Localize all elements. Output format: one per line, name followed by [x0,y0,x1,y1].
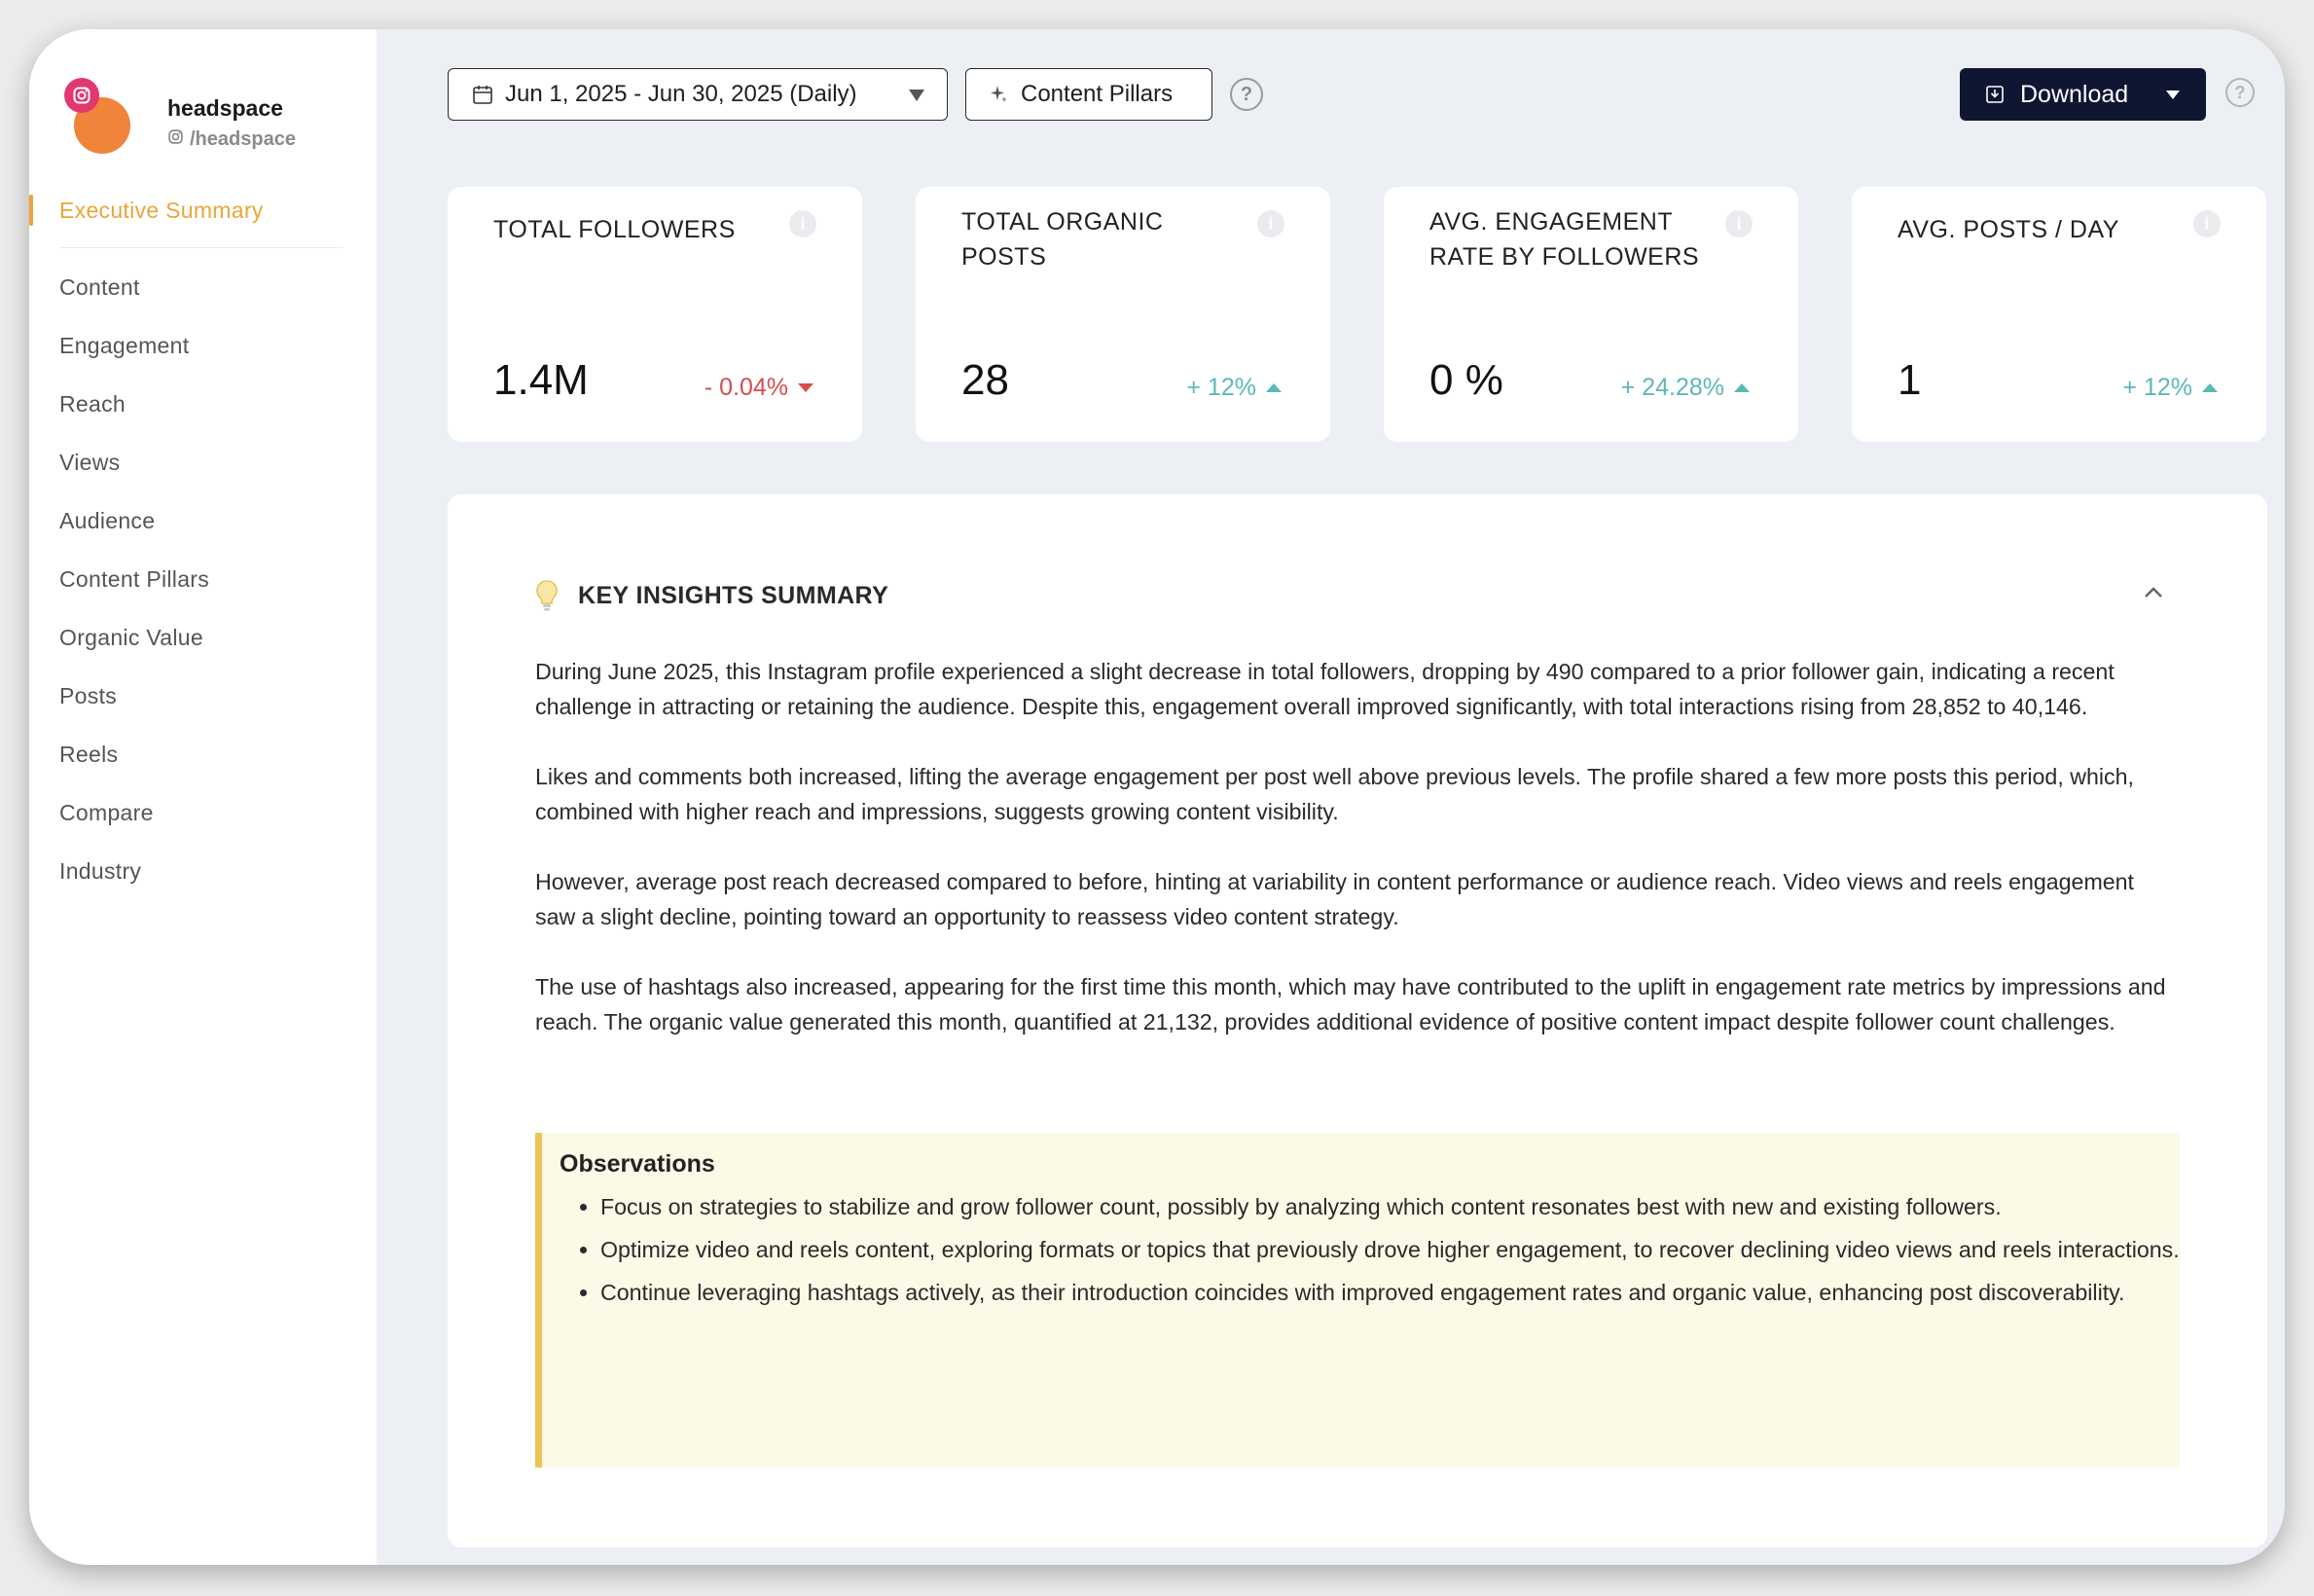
kpi-value: 0 % [1429,356,1503,404]
kpi-card-total-organic-posts [916,187,1330,442]
content-pillars-button[interactable] [965,68,1212,121]
insight-paragraph: The use of hashtags also increased, appearing for the first time this month, which may have contributed to the uplift in engagement rate metrics by impressions and reach. The organic value generated this month, quantified at 21,132, provides additional evidence of positive content impact despite follower count challenges. [535,974,2166,1034]
kpi-change-value: + 24.28% [1620,374,1724,401]
trend-up-icon [1734,383,1750,392]
sidebar-item-reels[interactable]: Reels [59,742,119,767]
download-label: Download [2020,80,2129,108]
lightbulb-icon [535,579,559,612]
trend-down-icon [798,383,814,392]
chevron-up-icon[interactable] [2139,578,2168,607]
sidebar-item-compare[interactable]: Compare [59,800,154,825]
sidebar-item-organic-value[interactable]: Organic Value [59,625,203,650]
profile-handle-row [167,128,296,151]
sidebar-item-views[interactable]: Views [59,450,121,475]
insight-paragraph: During June 2025, this Instagram profile experienced a slight decrease in total followers, dropping by 490 compared to a prior follower gain, indicating a recent challenge in attracting or retaining the audience. Despite this, engagement overall improved significantly, with total interactions rising from 28,852 to 40,146. [535,659,2115,719]
insights-body [535,654,2180,1074]
kpi-value: 1 [1898,356,1922,404]
insight-paragraph: Likes and comments both increased, lifting the average engagement per post well above previous levels. The profile shared a few more posts this period, which, combined with higher reach and impressions, suggests growing content visibility. [535,764,2134,824]
kpi-title: AVG. ENGAGEMENT RATE BY FOLLOWERS [1429,208,1700,271]
kpi-card-avg-posts-per-day [1852,187,2266,442]
kpi-change-value: - 0.04% [704,374,788,401]
info-icon[interactable]: i [1257,210,1284,237]
insight-paragraph: However, average post reach decreased compared to before, hinting at variability in content performance or audience reach. Video views and reels engagement saw a slight decline, pointing toward an opportunity to reassess video content strategy. [535,869,2134,929]
observation-item: • Continue leveraging hashtags actively, as their introduction coincides with improved engagement rates and organic value, enhancing post discoverability. [600,1271,2180,1314]
instagram-small-icon [167,128,184,151]
sparkle-icon [990,84,1009,105]
sidebar-item-content[interactable]: Content [59,274,140,300]
calendar-icon [472,84,493,105]
kpi-value: 1.4M [493,356,589,404]
insights-header[interactable] [535,576,888,615]
sidebar-item-executive-summary[interactable]: Executive Summary [29,181,377,239]
date-range-picker[interactable] [448,68,948,121]
kpi-title: AVG. POSTS / DAY [1898,216,2119,243]
kpi-change-value: + 12% [1186,374,1256,401]
profile-handle: /headspace [190,128,296,150]
trend-up-icon [1266,383,1282,392]
kpi-change [1621,374,1750,402]
sidebar-item-industry[interactable]: Industry [59,858,142,884]
download-dropdown-icon[interactable] [2165,90,2181,100]
kpi-value: 28 [961,356,1009,404]
date-range-label: Jun 1, 2025 - Jun 30, 2025 (Daily) [505,81,857,107]
download-button[interactable] [1960,68,2206,121]
kpi-card-avg-engagement-rate [1384,187,1798,442]
download-help-icon[interactable]: ? [2225,78,2255,107]
sidebar-item-posts[interactable]: Posts [59,683,118,708]
sidebar [29,29,377,1565]
observations-title: Observations [560,1150,715,1178]
help-icon[interactable]: ? [1230,78,1263,111]
download-icon [1985,85,2005,104]
observations-box [535,1133,2180,1468]
chevron-down-icon [908,89,925,102]
sidebar-nav [29,181,377,900]
sidebar-item-audience[interactable]: Audience [59,508,156,533]
kpi-change-value: + 12% [2122,374,2192,401]
key-insights-panel [448,494,2267,1547]
info-icon[interactable]: i [1725,210,1753,237]
sidebar-item-engagement[interactable]: Engagement [59,333,190,358]
kpi-card-total-followers [448,187,862,442]
observations-list [560,1185,2180,1314]
observation-item: • Focus on strategies to stabilize and grow follower count, possibly by analyzing which content resonates best with new and existing followers. [600,1185,2180,1228]
content-pillars-label: Content Pillars [1021,81,1174,107]
sidebar-item-reach[interactable]: Reach [59,391,126,417]
trend-up-icon [2202,383,2218,392]
observation-item: • Optimize video and reels content, exploring formats or topics that previously drove higher engagement, to recover declining video views and reels interactions. [600,1228,2180,1271]
kpi-change [705,374,814,402]
instagram-icon [64,78,99,113]
profile-name: headspace [167,95,283,121]
app-window [29,29,2285,1565]
sidebar-item-content-pillars[interactable]: Content Pillars [59,566,210,592]
kpi-change [2122,374,2218,402]
nav-divider [59,247,343,248]
kpi-change [1186,374,1282,402]
kpi-title: TOTAL FOLLOWERS [493,216,736,243]
insights-title: KEY INSIGHTS SUMMARY [578,581,889,609]
kpi-title: TOTAL ORGANIC POSTS [961,208,1164,271]
profile-card[interactable] [66,68,368,156]
info-icon[interactable]: i [2193,210,2221,237]
toolbar [448,68,2285,123]
info-icon[interactable]: i [789,210,816,237]
